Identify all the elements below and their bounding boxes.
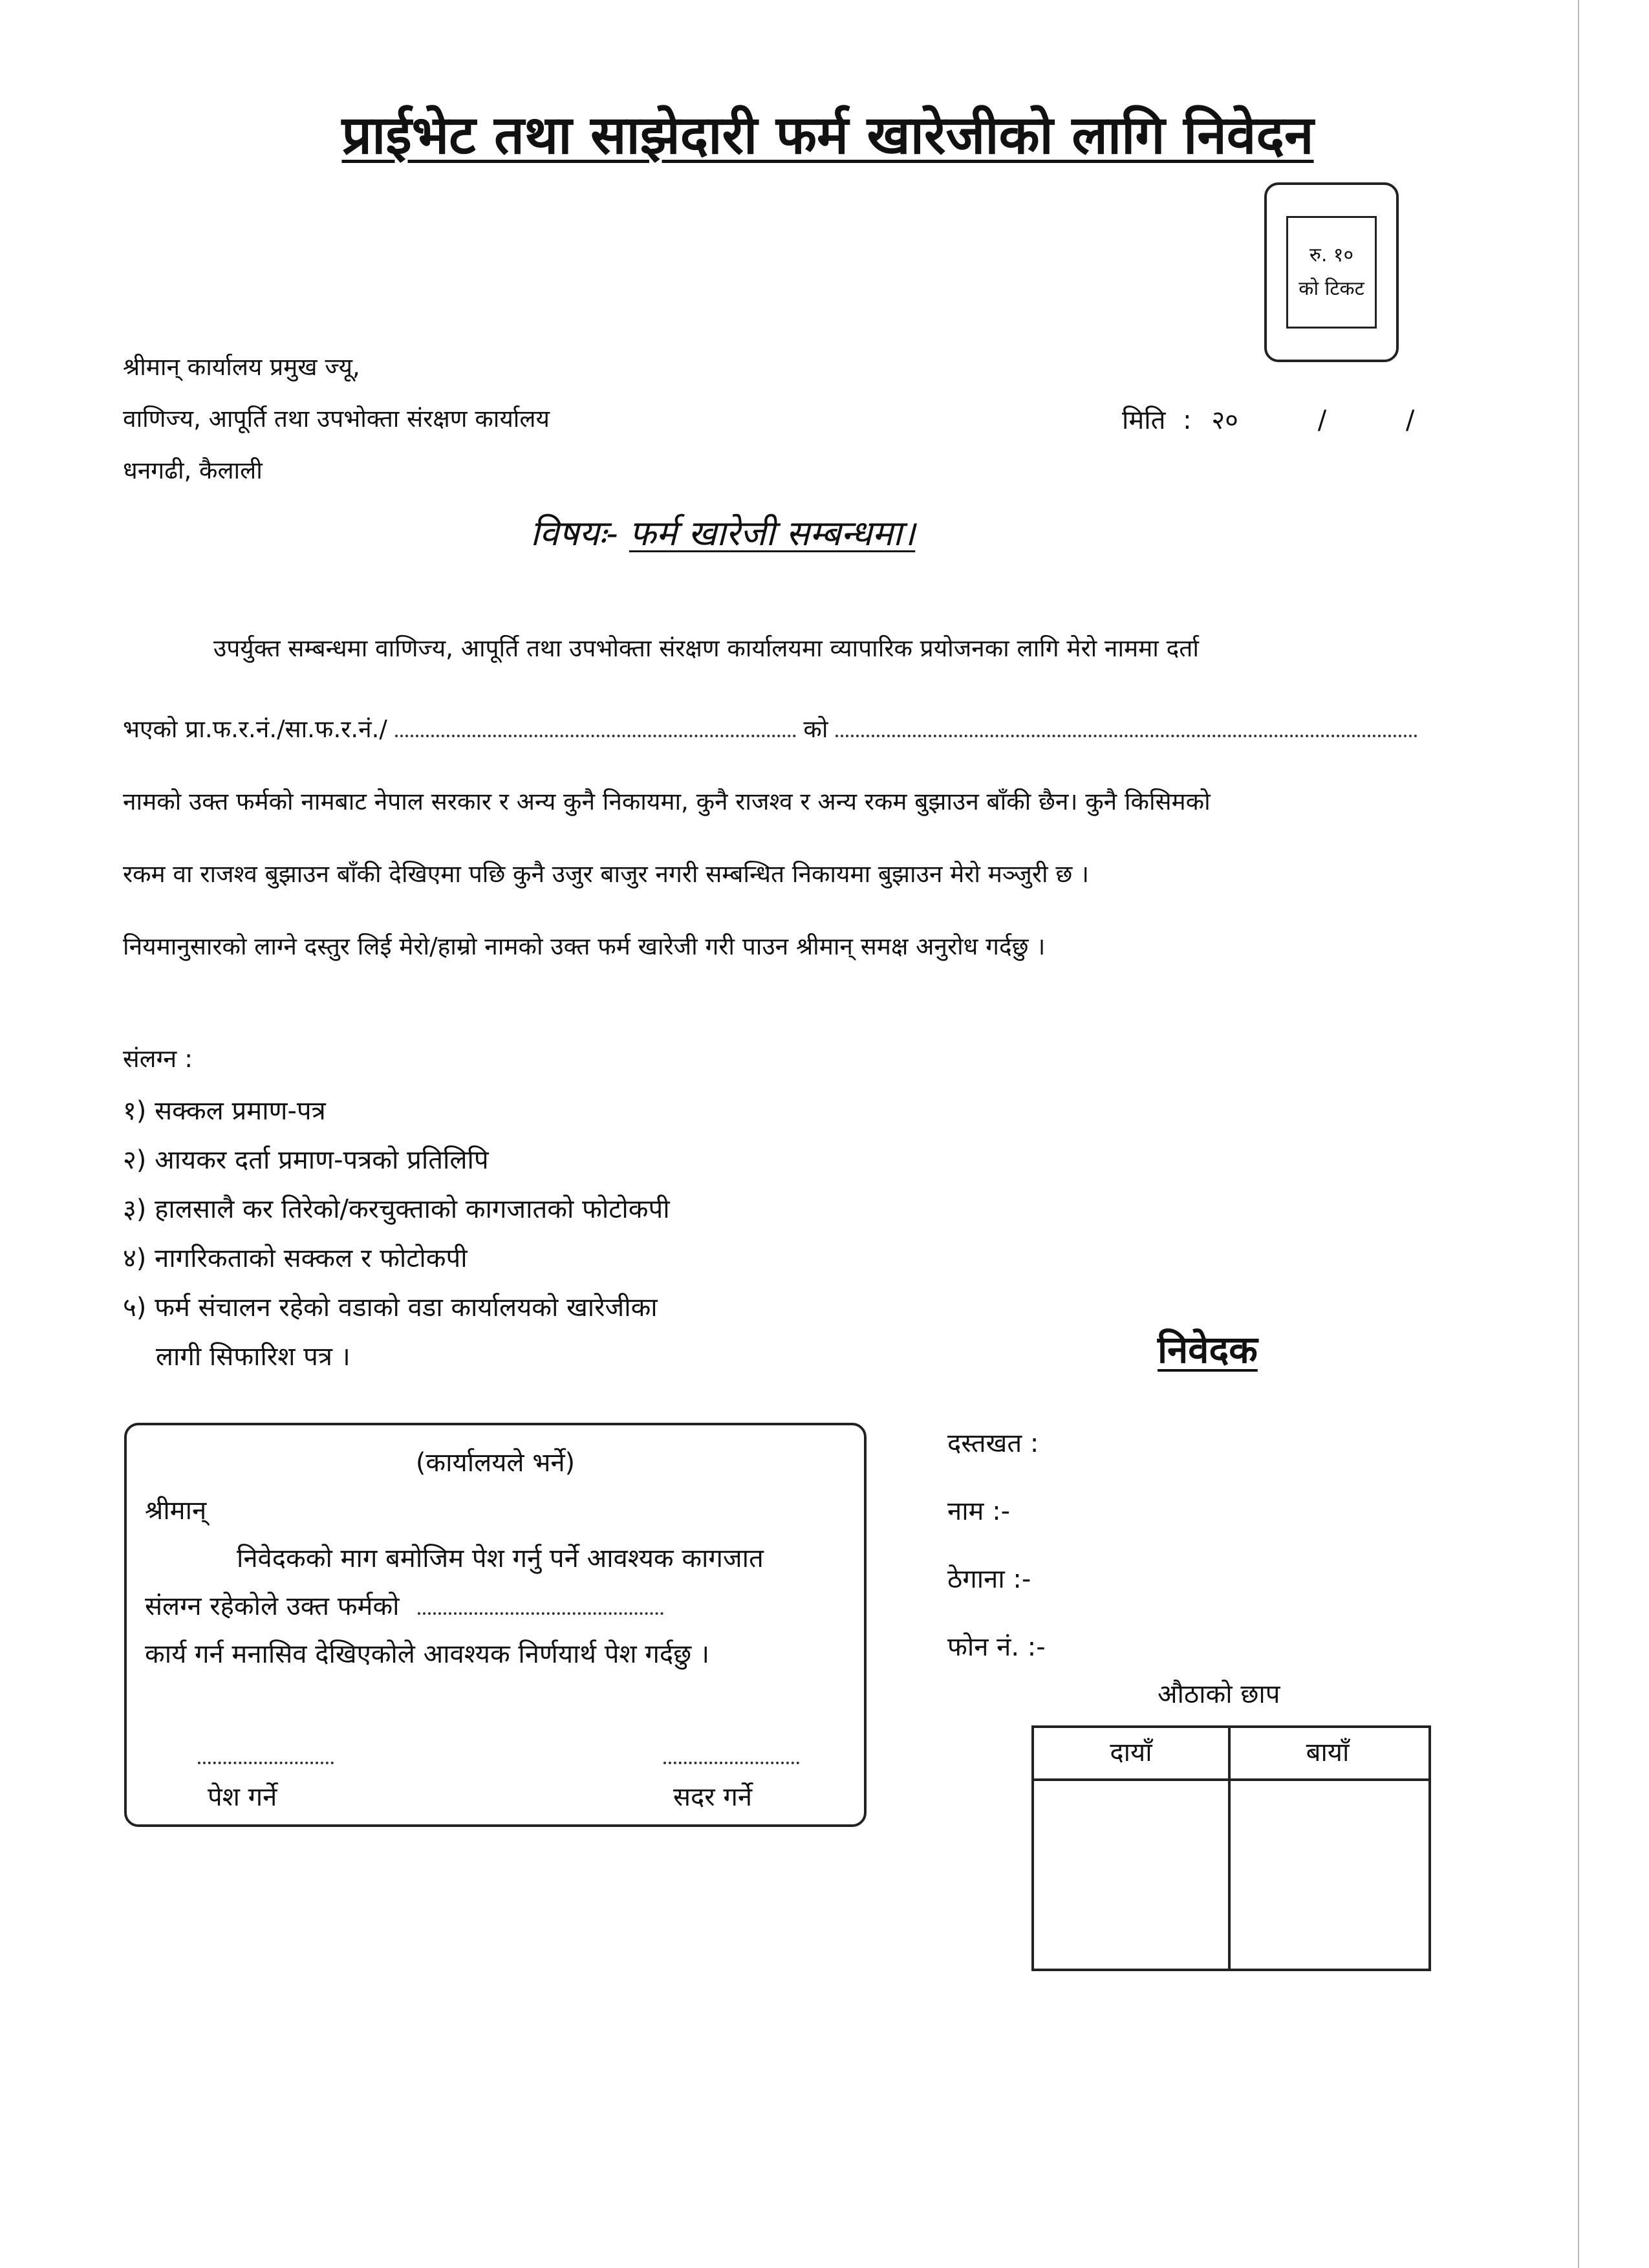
addressee-line-3: धनगढी, कैलाली — [123, 457, 263, 484]
annex-item: १) सक्कल प्रमाण-पत्र — [123, 1096, 326, 1126]
ticket-stamp-box — [1264, 182, 1399, 362]
annex-item: लागी सिफारिश पत्र । — [123, 1342, 350, 1372]
office-box-line-3: कार्य गर्न मनासिव देखिएकोले आवश्यक निर्णयार्थ पेश गर्दछु । — [145, 1639, 709, 1669]
office-box-firm-blank[interactable] — [418, 1593, 663, 1615]
annex-item: ३) हालसालै कर तिरेको/करचुक्ताको कागजातको फोटोकपी — [123, 1194, 670, 1224]
name-field[interactable]: नाम :- — [947, 1496, 1011, 1526]
subject-text: फर्म खारेजी सम्बन्धमा। — [629, 513, 916, 554]
date-separator-2: / — [1405, 405, 1415, 435]
annex-list — [123, 1086, 670, 1381]
date-year-prefix: २० — [1211, 405, 1238, 435]
annex-item: ५) फर्म संचालन रहेको वडाको वडा कार्यालयको खारेजीका — [123, 1293, 658, 1323]
address-field[interactable]: ठेगाना :- — [947, 1564, 1031, 1594]
date-colon: : — [1183, 405, 1192, 435]
subject-prefix: विषयः- — [530, 513, 618, 554]
office-box-line-2 — [145, 1587, 663, 1623]
stamp-label: को टिकट — [1299, 277, 1364, 300]
right-thumb-header: दायाँ — [1110, 1738, 1152, 1767]
addressee-line-2: वाणिज्य, आपूर्ति तथा उपभोक्ता संरक्षण कार्यालय — [123, 405, 550, 433]
form-title: प्राईभेट तथा साझेदारी फर्म खारेजीको लागि निवेदन — [341, 105, 1314, 166]
registration-number-blank[interactable] — [395, 715, 796, 737]
date-field[interactable] — [1122, 401, 1414, 437]
firm-name-blank[interactable] — [835, 715, 1417, 737]
body-line-5: नियमानुसारको लाग्ने दस्तुर लिई मेरो/हाम्रो नामको उक्त फर्म खारेजी गरी पाउन श्रीमान् समक्ष अनुरोध गर्दछु । — [123, 933, 1046, 960]
registration-label: भएको प्रा.फ.र.नं./सा.फ.र.नं./ — [123, 715, 387, 743]
annex-label: संलग्न : — [123, 1044, 193, 1073]
page-edge-line — [1578, 0, 1579, 2268]
approver-label: सदर गर्ने — [673, 1782, 753, 1812]
office-box-salutation: श्रीमान् — [145, 1496, 207, 1526]
stamp-amount: रु. १० — [1309, 244, 1354, 266]
body-line-4: रकम वा राजश्व बुझाउन बाँकी देखिएमा पछि कुनै उजुर बाजुर नगरी सम्बन्धित निकायमा बुझाउन मेरो मञ्जुरी छ । — [123, 860, 1090, 888]
applicant-heading: निवेदक — [1158, 1328, 1258, 1372]
thumbprint-table — [1031, 1725, 1431, 1971]
annex-item: ४) नागरिकताको सक्कल र फोटोकपी — [123, 1244, 468, 1273]
of-label: को — [803, 715, 828, 743]
office-box-title: (कार्यालयले भर्ने) — [415, 1448, 576, 1478]
office-use-box — [124, 1423, 867, 1827]
addressee-line-1: श्रीमान् कार्यालय प्रमुख ज्यू, — [123, 353, 360, 381]
left-thumb-header: बायाँ — [1306, 1738, 1350, 1767]
applicant-fields — [947, 1410, 1046, 1681]
phone-field[interactable]: फोन नं. :- — [947, 1632, 1046, 1662]
office-box-line-2-text: संलग्न रहेकोले उक्त फर्मको — [145, 1592, 400, 1621]
thumbprint-label: औठाको छाप — [1158, 1679, 1280, 1709]
date-separator-1: / — [1317, 405, 1327, 435]
body-line-2 — [123, 711, 1417, 744]
approver-signature-blank[interactable] — [663, 1762, 799, 1764]
addressee-block — [123, 341, 550, 497]
signature-field[interactable]: दस्तखत : — [947, 1429, 1039, 1458]
submitter-label: पेश गर्ने — [208, 1782, 277, 1812]
annex-item: २) आयकर दर्ता प्रमाण-पत्रको प्रतिलिपि — [123, 1145, 489, 1175]
subject-line — [530, 508, 915, 556]
body-line-1: उपर्युक्त सम्बन्धमा वाणिज्य, आपूर्ति तथा उपभोक्ता संरक्षण कार्यालयमा व्यापारिक प्रयोजनका लागि मेरो नाममा दर्ता — [213, 634, 1199, 662]
ticket-stamp-inner — [1286, 216, 1377, 329]
submitter-signature-blank[interactable] — [198, 1762, 334, 1764]
body-line-3: नामको उक्त फर्मको नामबाट नेपाल सरकार र अन्य कुनै निकायमा, कुनै राजश्व र अन्य रकम बुझाउन बाँकी छैन। कुनै किसिमको — [123, 788, 1211, 815]
office-box-line-1: निवेदकको माग बमोजिम पेश गर्नु पर्ने आवश्यक कागजात — [237, 1544, 764, 1573]
date-label: मिति — [1122, 405, 1166, 435]
